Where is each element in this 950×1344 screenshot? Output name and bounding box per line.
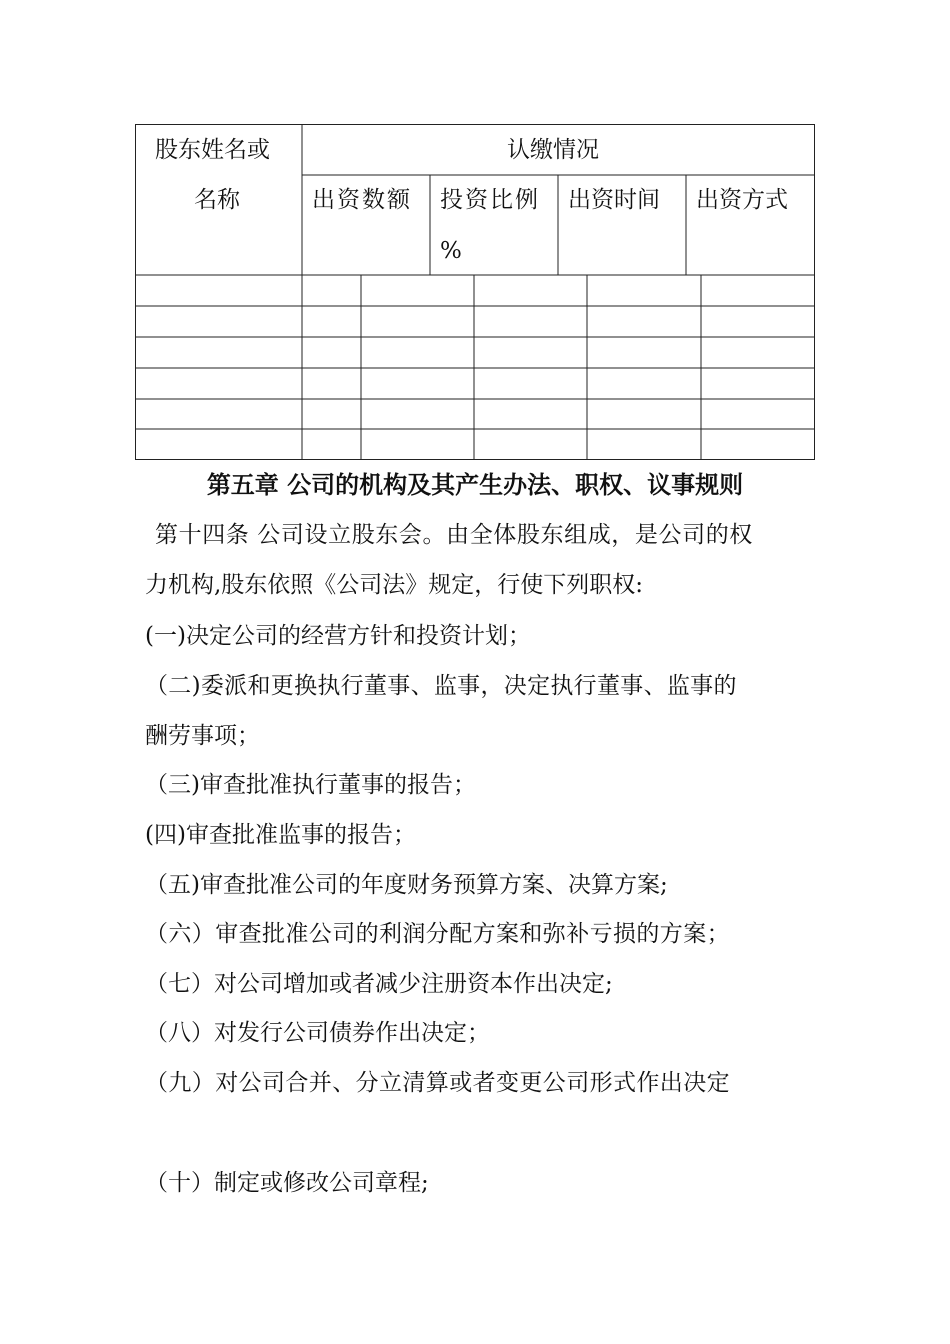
list-item: （八）对发行公司债券作出决定； [145,1020,490,1046]
list-item: 酬劳事项； [145,723,260,749]
shareholder-table [135,124,815,460]
header-shareholder-name: 股东姓名或 [155,137,270,163]
header-contribution-time: 出资时间 [568,187,660,213]
header-shareholder-name-cont: 名称 [194,187,240,213]
article-14-line-1: 第十四条 公司设立股东会。由全体股东组成，是公司的权 [155,522,753,548]
list-item: （五)审查批准公司的年度财务预算方案、决算方案; [145,872,668,898]
list-item: （六）审查批准公司的利润分配方案和弥补亏损的方案； [145,921,730,947]
article-14-line-2: 力机构,股东依照《公司法》规定，行使下列职权: [145,572,644,598]
header-investment-ratio-unit: % [440,238,462,264]
table-grid-lines [135,124,815,460]
header-contribution-amount: 出资数额 [312,187,412,213]
header-subscription: 认缴情况 [507,137,599,163]
list-item: (一)决定公司的经营方针和投资计划； [145,623,531,649]
list-item: （九）对公司合并、分立清算或者变更公司形式作出决定 [145,1070,730,1096]
list-item: （二)委派和更换执行董事、监事，决定执行董事、监事的 [145,673,737,699]
list-item: (四)审查批准监事的报告； [145,822,416,848]
header-contribution-method: 出资方式 [696,187,788,213]
list-item: （七）对公司增加或者减少注册资本作出决定; [145,971,613,997]
chapter-title: 第五章 公司的机构及其产生办法、职权、议事规则 [206,471,744,499]
list-item: （十）制定或修改公司章程; [145,1170,429,1196]
header-investment-ratio: 投资比例 [440,187,540,213]
list-item: （三)审查批准执行董事的报告； [145,772,476,798]
